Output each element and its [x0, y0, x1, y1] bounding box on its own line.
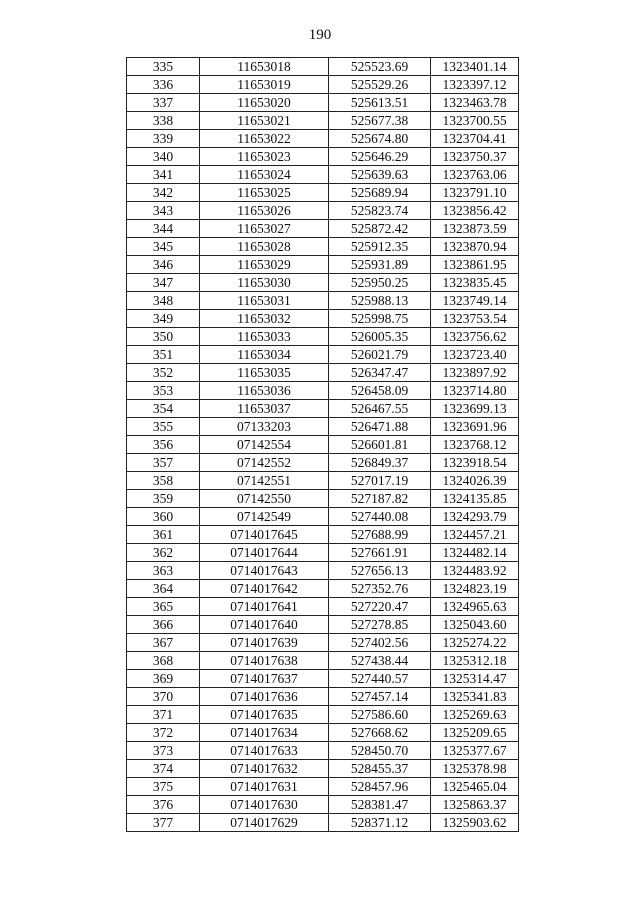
x-coordinate-cell: 527661.91 — [329, 544, 431, 562]
point-id-cell: 0714017644 — [200, 544, 329, 562]
x-coordinate-cell: 525689.94 — [329, 184, 431, 202]
table-row — [127, 400, 519, 418]
y-coordinate-cell: 1323700.55 — [431, 112, 519, 130]
row-number-cell: 364 — [127, 580, 200, 598]
row-number-cell: 346 — [127, 256, 200, 274]
table-row — [127, 760, 519, 778]
table-row — [127, 184, 519, 202]
point-id-cell: 0714017635 — [200, 706, 329, 724]
x-coordinate-cell: 525931.89 — [329, 256, 431, 274]
y-coordinate-cell: 1323897.92 — [431, 364, 519, 382]
point-id-cell: 0714017629 — [200, 814, 329, 832]
point-id-cell: 11653027 — [200, 220, 329, 238]
x-coordinate-cell: 527352.76 — [329, 580, 431, 598]
y-coordinate-cell: 1325209.65 — [431, 724, 519, 742]
y-coordinate-cell: 1323756.62 — [431, 328, 519, 346]
table-row — [127, 724, 519, 742]
table-row — [127, 382, 519, 400]
y-coordinate-cell: 1325314.47 — [431, 670, 519, 688]
y-coordinate-cell: 1325341.83 — [431, 688, 519, 706]
point-id-cell: 11653028 — [200, 238, 329, 256]
x-coordinate-cell: 525988.13 — [329, 292, 431, 310]
point-id-cell: 11653029 — [200, 256, 329, 274]
point-id-cell: 11653025 — [200, 184, 329, 202]
row-number-cell: 336 — [127, 76, 200, 94]
point-id-cell: 11653024 — [200, 166, 329, 184]
row-number-cell: 363 — [127, 562, 200, 580]
y-coordinate-cell: 1323870.94 — [431, 238, 519, 256]
point-id-cell: 11653033 — [200, 328, 329, 346]
x-coordinate-cell: 525912.35 — [329, 238, 431, 256]
point-id-cell: 07142552 — [200, 454, 329, 472]
table-row — [127, 76, 519, 94]
row-number-cell: 375 — [127, 778, 200, 796]
x-coordinate-cell: 527440.57 — [329, 670, 431, 688]
y-coordinate-cell: 1324483.92 — [431, 562, 519, 580]
row-number-cell: 376 — [127, 796, 200, 814]
row-number-cell: 340 — [127, 148, 200, 166]
x-coordinate-cell: 527402.56 — [329, 634, 431, 652]
point-id-cell: 07142550 — [200, 490, 329, 508]
x-coordinate-cell: 527278.85 — [329, 616, 431, 634]
y-coordinate-cell: 1324823.19 — [431, 580, 519, 598]
table-row — [127, 310, 519, 328]
y-coordinate-cell: 1324482.14 — [431, 544, 519, 562]
y-coordinate-cell: 1323704.41 — [431, 130, 519, 148]
y-coordinate-cell: 1325043.60 — [431, 616, 519, 634]
page-number: 190 — [308, 27, 332, 43]
row-number-cell: 351 — [127, 346, 200, 364]
point-id-cell: 11653018 — [200, 58, 329, 76]
point-id-cell: 11653030 — [200, 274, 329, 292]
point-id-cell: 11653034 — [200, 346, 329, 364]
point-id-cell: 0714017637 — [200, 670, 329, 688]
y-coordinate-cell: 1324965.63 — [431, 598, 519, 616]
y-coordinate-cell: 1323753.54 — [431, 310, 519, 328]
point-id-cell: 11653022 — [200, 130, 329, 148]
point-id-cell: 0714017633 — [200, 742, 329, 760]
y-coordinate-cell: 1323763.06 — [431, 166, 519, 184]
point-id-cell: 0714017639 — [200, 634, 329, 652]
x-coordinate-cell: 526849.37 — [329, 454, 431, 472]
point-id-cell: 0714017645 — [200, 526, 329, 544]
row-number-cell: 361 — [127, 526, 200, 544]
x-coordinate-cell: 525639.63 — [329, 166, 431, 184]
table-row — [127, 292, 519, 310]
x-coordinate-cell: 528455.37 — [329, 760, 431, 778]
x-coordinate-cell: 528381.47 — [329, 796, 431, 814]
row-number-cell: 355 — [127, 418, 200, 436]
table-row — [127, 130, 519, 148]
point-id-cell: 0714017641 — [200, 598, 329, 616]
table-row — [127, 598, 519, 616]
y-coordinate-cell: 1323768.12 — [431, 436, 519, 454]
x-coordinate-cell: 527688.99 — [329, 526, 431, 544]
row-number-cell: 371 — [127, 706, 200, 724]
table-row — [127, 346, 519, 364]
point-id-cell: 11653036 — [200, 382, 329, 400]
row-number-cell: 354 — [127, 400, 200, 418]
y-coordinate-cell: 1325378.98 — [431, 760, 519, 778]
x-coordinate-cell: 527586.60 — [329, 706, 431, 724]
point-id-cell: 07142549 — [200, 508, 329, 526]
y-coordinate-cell: 1323856.42 — [431, 202, 519, 220]
row-number-cell: 342 — [127, 184, 200, 202]
point-id-cell: 11653023 — [200, 148, 329, 166]
row-number-cell: 357 — [127, 454, 200, 472]
point-id-cell: 11653037 — [200, 400, 329, 418]
table-row — [127, 364, 519, 382]
table-row — [127, 220, 519, 238]
row-number-cell: 370 — [127, 688, 200, 706]
table-row — [127, 562, 519, 580]
x-coordinate-cell: 525950.25 — [329, 274, 431, 292]
x-coordinate-cell: 525646.29 — [329, 148, 431, 166]
point-id-cell: 07142554 — [200, 436, 329, 454]
y-coordinate-cell: 1323835.45 — [431, 274, 519, 292]
x-coordinate-cell: 527668.62 — [329, 724, 431, 742]
point-id-cell: 0714017631 — [200, 778, 329, 796]
table-row — [127, 418, 519, 436]
table-row — [127, 580, 519, 598]
x-coordinate-cell: 526471.88 — [329, 418, 431, 436]
x-coordinate-cell: 526021.79 — [329, 346, 431, 364]
y-coordinate-cell: 1324457.21 — [431, 526, 519, 544]
x-coordinate-cell: 526458.09 — [329, 382, 431, 400]
x-coordinate-cell: 528450.70 — [329, 742, 431, 760]
y-coordinate-cell: 1323749.14 — [431, 292, 519, 310]
row-number-cell: 377 — [127, 814, 200, 832]
x-coordinate-cell: 527187.82 — [329, 490, 431, 508]
y-coordinate-cell: 1323750.37 — [431, 148, 519, 166]
row-number-cell: 343 — [127, 202, 200, 220]
table-row — [127, 796, 519, 814]
x-coordinate-cell: 525998.75 — [329, 310, 431, 328]
row-number-cell: 368 — [127, 652, 200, 670]
x-coordinate-cell: 525823.74 — [329, 202, 431, 220]
x-coordinate-cell: 525529.26 — [329, 76, 431, 94]
point-id-cell: 0714017630 — [200, 796, 329, 814]
y-coordinate-cell: 1325903.62 — [431, 814, 519, 832]
row-number-cell: 350 — [127, 328, 200, 346]
row-number-cell: 347 — [127, 274, 200, 292]
table-row — [127, 742, 519, 760]
row-number-cell: 372 — [127, 724, 200, 742]
y-coordinate-cell: 1325377.67 — [431, 742, 519, 760]
row-number-cell: 344 — [127, 220, 200, 238]
y-coordinate-cell: 1325312.18 — [431, 652, 519, 670]
row-number-cell: 338 — [127, 112, 200, 130]
x-coordinate-cell: 527440.08 — [329, 508, 431, 526]
table-row — [127, 274, 519, 292]
point-id-cell: 11653031 — [200, 292, 329, 310]
y-coordinate-cell: 1324135.85 — [431, 490, 519, 508]
table-row — [127, 256, 519, 274]
row-number-cell: 356 — [127, 436, 200, 454]
table-row — [127, 508, 519, 526]
row-number-cell: 337 — [127, 94, 200, 112]
table-row — [127, 670, 519, 688]
row-number-cell: 374 — [127, 760, 200, 778]
y-coordinate-cell: 1323873.59 — [431, 220, 519, 238]
x-coordinate-cell: 525613.51 — [329, 94, 431, 112]
point-id-cell: 07142551 — [200, 472, 329, 490]
table-row — [127, 202, 519, 220]
row-number-cell: 345 — [127, 238, 200, 256]
y-coordinate-cell: 1323714.80 — [431, 382, 519, 400]
table-row — [127, 778, 519, 796]
y-coordinate-cell: 1323691.96 — [431, 418, 519, 436]
row-number-cell: 348 — [127, 292, 200, 310]
x-coordinate-cell: 526467.55 — [329, 400, 431, 418]
point-id-cell: 11653026 — [200, 202, 329, 220]
y-coordinate-cell: 1323791.10 — [431, 184, 519, 202]
y-coordinate-cell: 1323401.14 — [431, 58, 519, 76]
y-coordinate-cell: 1323699.13 — [431, 400, 519, 418]
point-id-cell: 0714017638 — [200, 652, 329, 670]
y-coordinate-cell: 1325269.63 — [431, 706, 519, 724]
point-id-cell: 0714017634 — [200, 724, 329, 742]
y-coordinate-cell: 1323723.40 — [431, 346, 519, 364]
row-number-cell: 373 — [127, 742, 200, 760]
y-coordinate-cell: 1325465.04 — [431, 778, 519, 796]
y-coordinate-cell: 1325863.37 — [431, 796, 519, 814]
table-row — [127, 490, 519, 508]
point-id-cell: 11653019 — [200, 76, 329, 94]
table-row — [127, 328, 519, 346]
x-coordinate-cell: 526347.47 — [329, 364, 431, 382]
x-coordinate-cell: 528371.12 — [329, 814, 431, 832]
point-id-cell: 0714017643 — [200, 562, 329, 580]
table-row — [127, 472, 519, 490]
point-id-cell: 0714017636 — [200, 688, 329, 706]
row-number-cell: 366 — [127, 616, 200, 634]
table-row — [127, 544, 519, 562]
table-row — [127, 94, 519, 112]
table-row — [127, 436, 519, 454]
table-row — [127, 814, 519, 832]
table-row — [127, 688, 519, 706]
table-row — [127, 526, 519, 544]
y-coordinate-cell: 1325274.22 — [431, 634, 519, 652]
point-id-cell: 0714017632 — [200, 760, 329, 778]
row-number-cell: 349 — [127, 310, 200, 328]
point-id-cell: 11653021 — [200, 112, 329, 130]
y-coordinate-cell: 1323397.12 — [431, 76, 519, 94]
row-number-cell: 365 — [127, 598, 200, 616]
x-coordinate-cell: 527220.47 — [329, 598, 431, 616]
table-row — [127, 166, 519, 184]
x-coordinate-cell: 525674.80 — [329, 130, 431, 148]
y-coordinate-cell: 1323918.54 — [431, 454, 519, 472]
x-coordinate-cell: 526005.35 — [329, 328, 431, 346]
table-row — [127, 634, 519, 652]
table-row — [127, 706, 519, 724]
point-id-cell: 0714017642 — [200, 580, 329, 598]
coordinates-table — [126, 57, 519, 832]
row-number-cell: 369 — [127, 670, 200, 688]
table-row — [127, 616, 519, 634]
point-id-cell: 11653035 — [200, 364, 329, 382]
table-row — [127, 454, 519, 472]
row-number-cell: 341 — [127, 166, 200, 184]
table-row — [127, 148, 519, 166]
row-number-cell: 358 — [127, 472, 200, 490]
table-row — [127, 238, 519, 256]
row-number-cell: 362 — [127, 544, 200, 562]
x-coordinate-cell: 527457.14 — [329, 688, 431, 706]
row-number-cell: 360 — [127, 508, 200, 526]
table-row — [127, 652, 519, 670]
point-id-cell: 11653032 — [200, 310, 329, 328]
row-number-cell: 352 — [127, 364, 200, 382]
point-id-cell: 11653020 — [200, 94, 329, 112]
row-number-cell: 353 — [127, 382, 200, 400]
table-row — [127, 112, 519, 130]
point-id-cell: 0714017640 — [200, 616, 329, 634]
y-coordinate-cell: 1324026.39 — [431, 472, 519, 490]
row-number-cell: 335 — [127, 58, 200, 76]
coordinates-table-body — [127, 58, 519, 832]
x-coordinate-cell: 528457.96 — [329, 778, 431, 796]
x-coordinate-cell: 527438.44 — [329, 652, 431, 670]
row-number-cell: 359 — [127, 490, 200, 508]
x-coordinate-cell: 526601.81 — [329, 436, 431, 454]
table-row — [127, 58, 519, 76]
x-coordinate-cell: 525523.69 — [329, 58, 431, 76]
x-coordinate-cell: 527656.13 — [329, 562, 431, 580]
row-number-cell: 367 — [127, 634, 200, 652]
row-number-cell: 339 — [127, 130, 200, 148]
x-coordinate-cell: 525872.42 — [329, 220, 431, 238]
y-coordinate-cell: 1324293.79 — [431, 508, 519, 526]
x-coordinate-cell: 527017.19 — [329, 472, 431, 490]
point-id-cell: 07133203 — [200, 418, 329, 436]
y-coordinate-cell: 1323463.78 — [431, 94, 519, 112]
y-coordinate-cell: 1323861.95 — [431, 256, 519, 274]
x-coordinate-cell: 525677.38 — [329, 112, 431, 130]
